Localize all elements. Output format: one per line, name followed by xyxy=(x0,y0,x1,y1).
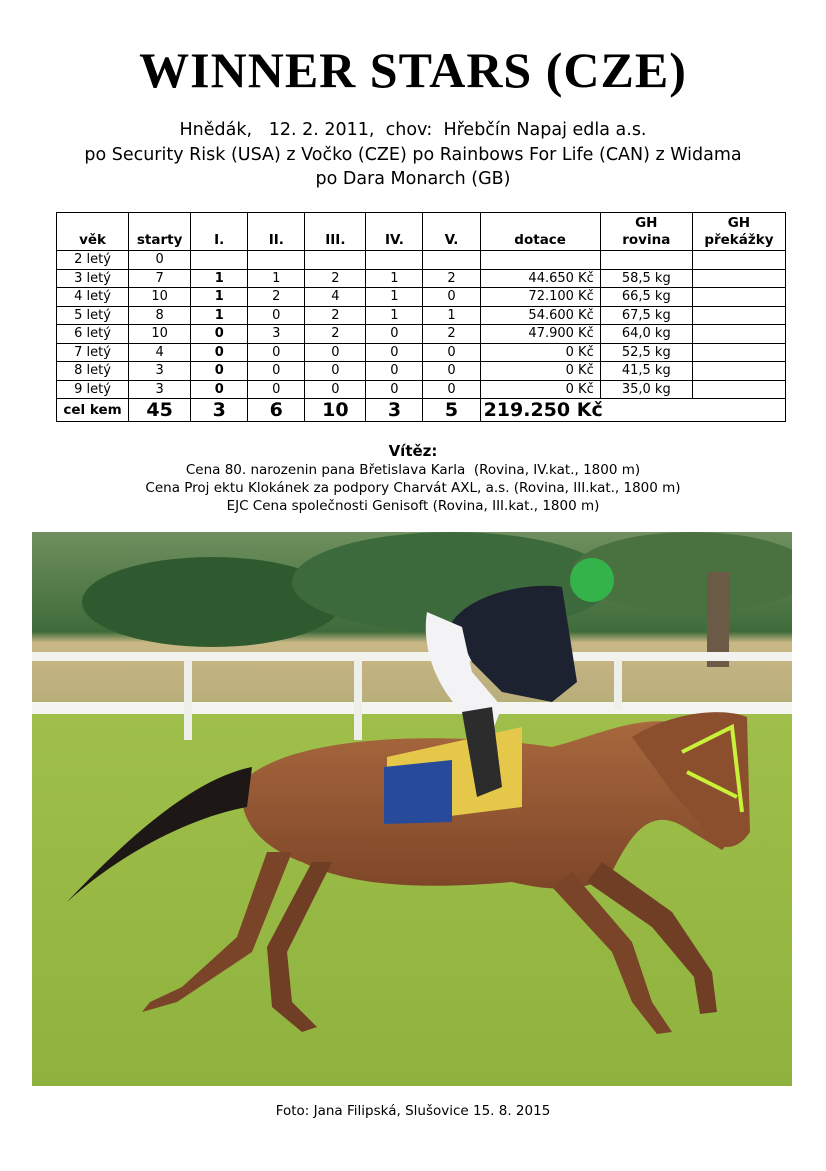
cell-p3: 2 xyxy=(305,306,366,325)
table-row xyxy=(57,362,786,381)
cell-prize: 72.100 Kč xyxy=(480,288,600,307)
horse-photo xyxy=(32,532,792,1086)
cell-gh: 66,5 kg xyxy=(600,288,692,307)
pedigree-line: po Security Risk (USA) z Vočko (CZE) po Rainbows For Life (CAN) z Widama xyxy=(84,145,742,165)
cell-p3: 0 xyxy=(305,380,366,399)
cell-p2: 0 xyxy=(248,306,305,325)
cell-ghp xyxy=(692,251,785,270)
cell-age: 4 letý xyxy=(57,288,129,307)
header-fourth: IV. xyxy=(366,213,423,251)
table-row xyxy=(57,343,786,362)
cell-p5: 0 xyxy=(423,380,480,399)
cell-age: 6 letý xyxy=(57,325,129,344)
cell-gh: 67,5 kg xyxy=(600,306,692,325)
total-fifth: 5 xyxy=(423,399,480,422)
cell-p1: 1 xyxy=(191,288,248,307)
header-third: III. xyxy=(305,213,366,251)
cell-gh: 58,5 kg xyxy=(600,269,692,288)
cell-p4: 1 xyxy=(366,306,423,325)
photo-caption: Foto: Jana Filipská, Slušovice 15. 8. 2015 xyxy=(275,1103,551,1119)
cell-p3: 0 xyxy=(305,362,366,381)
cell-p4: 1 xyxy=(366,288,423,307)
cell-ghp xyxy=(692,269,785,288)
cell-prize: 47.900 Kč xyxy=(480,325,600,344)
cell-starts: 7 xyxy=(129,269,191,288)
header-gh-flat: GH rovina xyxy=(600,213,692,251)
cell-p1 xyxy=(191,251,248,270)
cell-p5: 0 xyxy=(423,343,480,362)
cell-p3: 2 xyxy=(305,325,366,344)
winning-race: Cena Proj ektu Klokánek za podpory Charvát AXL, a.s. (Rovina, III.kat., 1800 m) xyxy=(145,480,681,496)
cell-p2: 0 xyxy=(248,343,305,362)
header-prize: dotace xyxy=(480,213,600,251)
winning-race: Cena 80. narozenin pana Břetislava Karla (Rovina, IV.kat., 1800 m) xyxy=(185,462,641,478)
table-row xyxy=(57,269,786,288)
cell-p3: 4 xyxy=(305,288,366,307)
table-row xyxy=(57,380,786,399)
table-total-row xyxy=(57,399,786,422)
cell-prize: 44.650 Kč xyxy=(480,269,600,288)
cell-gh: 41,5 kg xyxy=(600,362,692,381)
cell-p2 xyxy=(248,251,305,270)
cell-starts: 0 xyxy=(129,251,191,270)
cell-ghp xyxy=(692,325,785,344)
cell-p3: 2 xyxy=(305,269,366,288)
cell-p4: 0 xyxy=(366,380,423,399)
cell-ghp xyxy=(692,343,785,362)
cell-gh: 64,0 kg xyxy=(600,325,692,344)
header-gh-hurdles: GH překážky xyxy=(692,213,785,251)
cell-age: 2 letý xyxy=(57,251,129,270)
table-row xyxy=(57,306,786,325)
cell-starts: 10 xyxy=(129,325,191,344)
total-prize: 219.250 Kč xyxy=(480,399,785,422)
cell-ghp xyxy=(692,380,785,399)
total-label: cel kem xyxy=(57,399,129,422)
winning-race: EJC Cena společnosti Genisoft (Rovina, III.kat., 1800 m) xyxy=(226,498,600,514)
horse-description: Hnědák, 12. 2. 2011, chov: Hřebčín Napaj edla a.s. xyxy=(179,120,647,140)
cell-starts: 3 xyxy=(129,380,191,399)
cell-starts: 3 xyxy=(129,362,191,381)
cell-p5: 0 xyxy=(423,362,480,381)
cell-p1: 0 xyxy=(191,325,248,344)
cell-prize: 0 Kč xyxy=(480,343,600,362)
cell-age: 8 letý xyxy=(57,362,129,381)
race-statistics-table xyxy=(56,212,786,422)
cell-p2: 0 xyxy=(248,380,305,399)
cell-prize: 0 Kč xyxy=(480,380,600,399)
cell-age: 3 letý xyxy=(57,269,129,288)
cell-age: 7 letý xyxy=(57,343,129,362)
cell-p2: 0 xyxy=(248,362,305,381)
cell-age: 9 letý xyxy=(57,380,129,399)
page-title: WINNER STARS (CZE) xyxy=(139,42,687,98)
header-second: II. xyxy=(248,213,305,251)
total-fourth: 3 xyxy=(366,399,423,422)
header-first: I. xyxy=(191,213,248,251)
table-row xyxy=(57,325,786,344)
cell-p4 xyxy=(366,251,423,270)
cell-p2: 2 xyxy=(248,288,305,307)
cell-p2: 3 xyxy=(248,325,305,344)
cell-gh xyxy=(600,251,692,270)
cell-p5: 1 xyxy=(423,306,480,325)
total-first: 3 xyxy=(191,399,248,422)
cell-p3: 0 xyxy=(305,343,366,362)
cell-prize xyxy=(480,251,600,270)
cell-p1: 0 xyxy=(191,343,248,362)
cell-p1: 0 xyxy=(191,362,248,381)
table-header-row xyxy=(57,213,786,251)
cell-ghp xyxy=(692,362,785,381)
cell-p4: 0 xyxy=(366,325,423,344)
cell-p5: 2 xyxy=(423,325,480,344)
cell-ghp xyxy=(692,306,785,325)
header-fifth: V. xyxy=(423,213,480,251)
header-age: věk xyxy=(57,213,129,251)
cell-p4: 1 xyxy=(366,269,423,288)
table-row xyxy=(57,288,786,307)
cell-p5: 2 xyxy=(423,269,480,288)
cell-starts: 4 xyxy=(129,343,191,362)
winner-heading: Vítěz: xyxy=(388,442,438,460)
cell-prize: 54.600 Kč xyxy=(480,306,600,325)
cell-p4: 0 xyxy=(366,343,423,362)
cell-gh: 52,5 kg xyxy=(600,343,692,362)
cell-p4: 0 xyxy=(366,362,423,381)
cell-p2: 1 xyxy=(248,269,305,288)
cell-p1: 1 xyxy=(191,306,248,325)
cell-starts: 8 xyxy=(129,306,191,325)
cell-prize: 0 Kč xyxy=(480,362,600,381)
cell-p1: 1 xyxy=(191,269,248,288)
cell-ghp xyxy=(692,288,785,307)
table-row xyxy=(57,251,786,270)
cell-p1: 0 xyxy=(191,380,248,399)
cell-starts: 10 xyxy=(129,288,191,307)
cell-age: 5 letý xyxy=(57,306,129,325)
total-third: 10 xyxy=(305,399,366,422)
header-starts: starty xyxy=(129,213,191,251)
pedigree-line-2: po Dara Monarch (GB) xyxy=(315,169,511,189)
cell-p3 xyxy=(305,251,366,270)
cell-gh: 35,0 kg xyxy=(600,380,692,399)
cell-p5: 0 xyxy=(423,288,480,307)
cell-p5 xyxy=(423,251,480,270)
total-second: 6 xyxy=(248,399,305,422)
total-starts: 45 xyxy=(129,399,191,422)
